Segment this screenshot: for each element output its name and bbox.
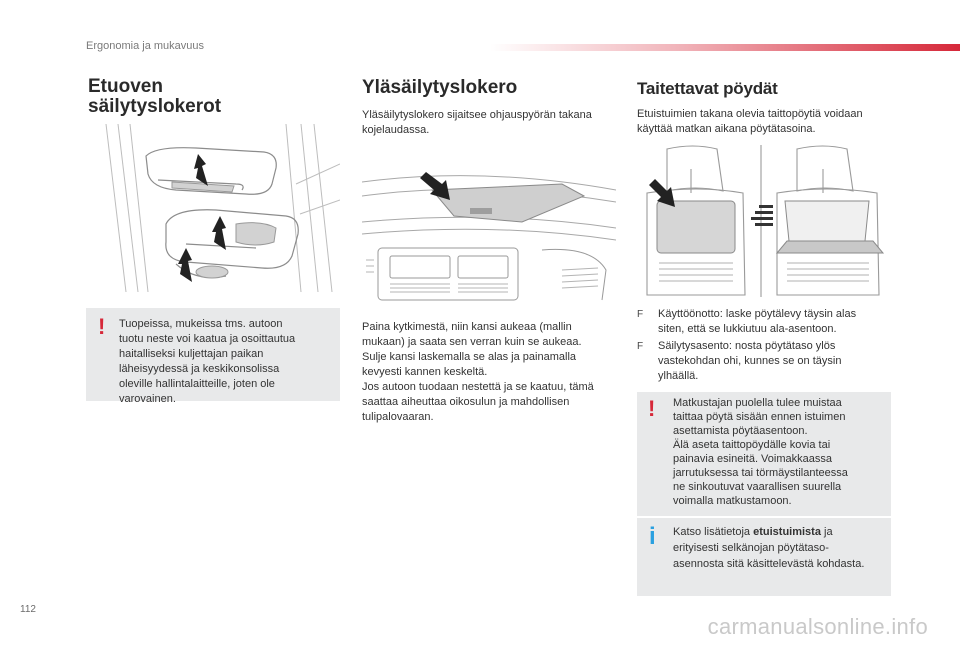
text-line: käyttää matkan aikana pöytätasoina. xyxy=(637,123,816,135)
info-link-front-seats: etuistuimista xyxy=(753,526,821,538)
warning-exclamation-icon: ! xyxy=(98,314,106,339)
text-line: haitalliseksi kuljettajan paikan xyxy=(119,348,264,360)
text-line: siten, että se lukkiutuu ala-asentoon. xyxy=(658,323,837,335)
left-heading-line2: säilytyslokerot xyxy=(88,96,222,117)
left-warning-box xyxy=(86,308,340,405)
bullet-marker: F xyxy=(637,341,644,352)
right-intro xyxy=(637,107,897,137)
text-line: Paina kytkimestä, niin kansi aukeaa (mallin xyxy=(362,321,572,333)
text-line: Etuistuimien takana olevia taittopöytiä voidaan xyxy=(637,108,863,120)
text-line: tulipalovaaran. xyxy=(362,411,434,423)
text-line: oleville hallintalaitteille, joten ole xyxy=(119,378,275,390)
text-line: varovainen. xyxy=(119,393,176,405)
left-heading xyxy=(88,77,221,117)
watermark: carmanualsonline.info xyxy=(707,614,928,639)
text-line: asennosta sitä käsittelevästä kohdasta. xyxy=(673,558,865,570)
text-line: taittaa pöytä sisään ennen istuimen xyxy=(673,411,846,423)
door-storage-illustration xyxy=(86,124,340,292)
text-line: läheisyydessä ja keskikonsolissa xyxy=(119,363,280,375)
upper-storage-illustration xyxy=(362,160,616,308)
bullet-list xyxy=(637,307,899,384)
right-heading: Taitettavat pöydät xyxy=(637,79,778,98)
text-line: tuotu neste voi kaatua ja osoittautua xyxy=(119,333,296,345)
left-warning-text xyxy=(119,317,334,407)
text-line: kojelaudassa. xyxy=(362,124,430,136)
right-info-text xyxy=(673,524,887,572)
text-line: erityisesti selkänojan pöytätaso- xyxy=(673,542,829,554)
text-line: Käyttöönotto: laske pöytälevy täysin alas xyxy=(658,308,857,320)
text-line: Jos autoon tuodaan nestettä ja se kaatuu, tämä xyxy=(362,381,594,393)
list-item xyxy=(637,307,899,337)
text-line: Matkustajan puolella tulee muistaa xyxy=(673,397,842,409)
right-warning-text xyxy=(673,396,885,508)
text-line: saattaa aiheuttaa oikosulun ja mahdollisen xyxy=(362,396,570,408)
page-number: 112 xyxy=(20,604,36,615)
right-bullets xyxy=(637,307,899,386)
text-line: vastekohdan ohi, kunnes se on täysin xyxy=(658,355,842,367)
text-line: asettamista pöytäasentoon. xyxy=(673,425,808,437)
text-line: Säilytysasento: nosta pöytätaso ylös xyxy=(658,340,836,352)
header-accent-bar xyxy=(490,44,960,51)
section-title: Ergonomia ja mukavuus xyxy=(86,40,205,52)
text-line: Yläsäilytyslokero sijaitsee ohjauspyörän takana xyxy=(362,109,592,121)
middle-body xyxy=(362,320,624,425)
text-line: Tuopeissa, mukeissa tms. autoon xyxy=(119,318,283,330)
info-prefix: Katso lisätietoja xyxy=(673,526,754,538)
text-line: painavia esineitä. Voimakkaassa xyxy=(673,453,832,465)
text-line: jarrutuksessa tai törmäystilanteessa xyxy=(673,467,848,479)
text-line: ne sinkoutuvat vaarallisen suurella xyxy=(673,481,842,493)
text-line: Älä aseta taittopöydälle kovia tai xyxy=(673,439,831,451)
text-line: voimalla matkustamoon. xyxy=(673,495,792,507)
text-line: Sulje kansi laskemalla se alas ja painamalla xyxy=(362,351,577,363)
text-line: ylhäällä. xyxy=(658,370,699,382)
bullet-marker: F xyxy=(637,309,644,320)
right-warning-box xyxy=(637,392,891,516)
left-heading-line1: Etuoven xyxy=(88,76,163,97)
middle-intro xyxy=(362,108,622,138)
warning-exclamation-icon: ! xyxy=(648,396,656,421)
info-icon: i xyxy=(649,523,656,550)
folding-table-illustration xyxy=(637,145,885,297)
text-line: kevyesti kannen keskeltä. xyxy=(362,366,488,378)
text-line: mukaan) ja saata sen verran kuin se aukeaa. xyxy=(362,336,582,348)
list-item xyxy=(637,339,899,384)
text-line xyxy=(673,524,887,540)
middle-heading: Yläsäilytyslokero xyxy=(362,77,518,98)
right-info-box xyxy=(637,518,891,596)
info-suffix: ja xyxy=(820,526,833,538)
